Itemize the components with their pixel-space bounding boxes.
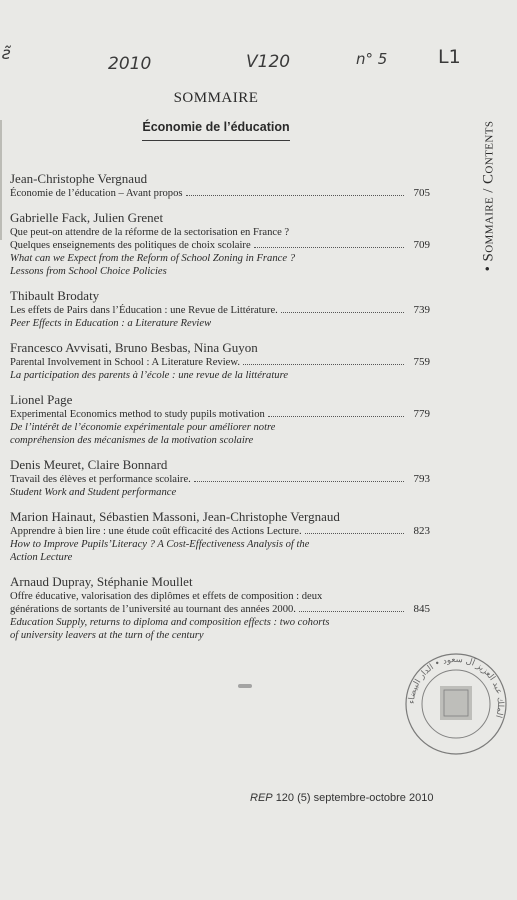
dot-leader	[194, 481, 404, 482]
entry-line-text: What can we Expect from the Reform of School Zoning in France ?	[10, 253, 295, 264]
entry-line-text: De l’intérêt de l’économie expérimentale pour améliorer notre	[10, 422, 276, 433]
toc-entry	[10, 209, 430, 278]
entry-line-text: compréhension des mécanismes de la motivation scolaire	[10, 435, 254, 446]
entry-line-text: Action Lecture	[10, 552, 73, 563]
entry-line-text: Education Supply, returns to diploma and composition effects : two cohorts	[10, 617, 330, 628]
entry-title-line	[10, 226, 430, 239]
handwritten-issue: n° 5	[356, 50, 388, 68]
dot-leader	[243, 364, 404, 365]
entry-authors: Jean-Christophe Vergnaud	[10, 171, 148, 186]
library-stamp	[404, 652, 508, 756]
stamp-lettering: الملك عبد العزيز آل سعود • الدار البيضاء	[406, 654, 506, 719]
entry-line-text: Offre éducative, valorisation des diplômes et effets de composition : deux	[10, 591, 323, 602]
dot-leader	[305, 533, 404, 534]
entry-translated-title	[10, 252, 430, 265]
toc-entry	[10, 287, 430, 330]
entry-translated-title	[10, 616, 430, 629]
entry-title-line	[10, 525, 430, 538]
side-label: • Sommaire / Contents	[480, 120, 497, 272]
entry-authors: Gabrielle Fack, Julien Grenet	[10, 210, 164, 225]
toc-entry	[10, 508, 430, 564]
entry-line-text: générations de sortants de l’université au tournant des années 2000.	[10, 604, 296, 615]
entry-authors: Arnaud Dupray, Stéphanie Moullet	[10, 574, 193, 589]
entry-line-text: Apprendre à bien lire : une étude coût efficacité des Actions Lecture.	[10, 526, 302, 537]
entry-title-line	[10, 408, 430, 421]
entry-authors: Denis Meuret, Claire Bonnard	[10, 457, 168, 472]
entry-title-line	[10, 187, 430, 200]
toc-entry	[10, 456, 430, 499]
entry-translated-title	[10, 434, 430, 447]
entry-translated-title	[10, 538, 430, 551]
entry-translated-title	[10, 369, 430, 382]
dot-leader	[268, 416, 404, 417]
subtitle-underline	[142, 140, 290, 141]
page-number: 793	[413, 473, 430, 485]
entry-line-text: Student Work and Student performance	[10, 487, 177, 498]
page-number: 845	[413, 603, 430, 615]
handwritten-mark-left: ƨ̃	[2, 44, 11, 64]
entry-line-text: Experimental Economics method to study pupils motivation	[10, 409, 265, 420]
page-edge-shadow	[0, 120, 2, 240]
page-number: 823	[413, 525, 430, 537]
page-title: SOMMAIRE	[173, 90, 259, 106]
entry-title-line	[10, 603, 430, 616]
page-number: 739	[413, 304, 430, 316]
entry-line-text: Parental Involvement in School : A Literature Review.	[10, 357, 240, 368]
entry-translated-title	[10, 629, 430, 642]
entry-line-text: Peer Effects in Education : a Literature Review	[10, 318, 212, 329]
entry-translated-title	[10, 265, 430, 278]
entry-title-line	[10, 590, 430, 603]
journal-name: REP	[250, 792, 273, 804]
entry-translated-title	[10, 486, 430, 499]
entry-title-line	[10, 473, 430, 486]
page-number: 779	[413, 408, 430, 420]
toc-entry	[10, 573, 430, 642]
entry-line-text: Quelques enseignements des politiques de choix scolaire	[10, 240, 251, 251]
toc-entry	[10, 391, 430, 447]
page-number: 705	[413, 187, 430, 199]
dot-leader	[254, 247, 404, 248]
entry-line-text: How to Improve Pupils’Literacy ? A Cost-Effectiveness Analysis of the	[10, 539, 310, 550]
entry-authors: Marion Hainaut, Sébastien Massoni, Jean-Christophe Vergnaud	[10, 509, 340, 524]
entry-line-text: Les effets de Pairs dans l’Éducation : une Revue de Littérature.	[10, 305, 278, 316]
table-of-contents	[10, 170, 430, 651]
entry-title-line	[10, 304, 430, 317]
dot-leader	[186, 195, 405, 196]
entry-authors: Francesco Avvisati, Bruno Besbas, Nina Guyon	[10, 340, 258, 355]
entry-line-text: La participation des parents à l’école : une revue de la littérature	[10, 370, 289, 381]
entry-translated-title	[10, 551, 430, 564]
entry-title-line	[10, 356, 430, 369]
footer-citation	[250, 792, 433, 804]
toc-entry	[10, 339, 430, 382]
entry-authors: Thibault Brodaty	[10, 288, 100, 303]
entry-authors: Lionel Page	[10, 392, 73, 407]
handwritten-shelfmark: L1	[438, 46, 461, 68]
page-number: 709	[413, 239, 430, 251]
entry-line-text: Travail des élèves et performance scolaire.	[10, 474, 191, 485]
handwritten-volume: V120	[246, 52, 291, 72]
dot-leader	[281, 312, 404, 313]
entry-line-text: of university leavers at the turn of the century	[10, 630, 204, 641]
toc-entry	[10, 170, 430, 200]
entry-line-text: Que peut-on attendre de la réforme de la sectorisation en France ?	[10, 227, 290, 238]
ink-smudge	[238, 684, 252, 688]
entry-translated-title	[10, 317, 430, 330]
issue-info: 120 (5) septembre-octobre 2010	[275, 792, 434, 804]
page-number: 759	[413, 356, 430, 368]
dot-leader	[299, 611, 404, 612]
entry-title-line	[10, 239, 430, 252]
section-subtitle: Économie de l’éducation	[142, 120, 290, 134]
entry-line-text: Économie de l’éducation – Avant propos	[10, 188, 183, 199]
entry-translated-title	[10, 421, 430, 434]
entry-line-text: Lessons from School Choice Policies	[10, 266, 167, 277]
handwritten-year: 2010	[108, 54, 152, 74]
